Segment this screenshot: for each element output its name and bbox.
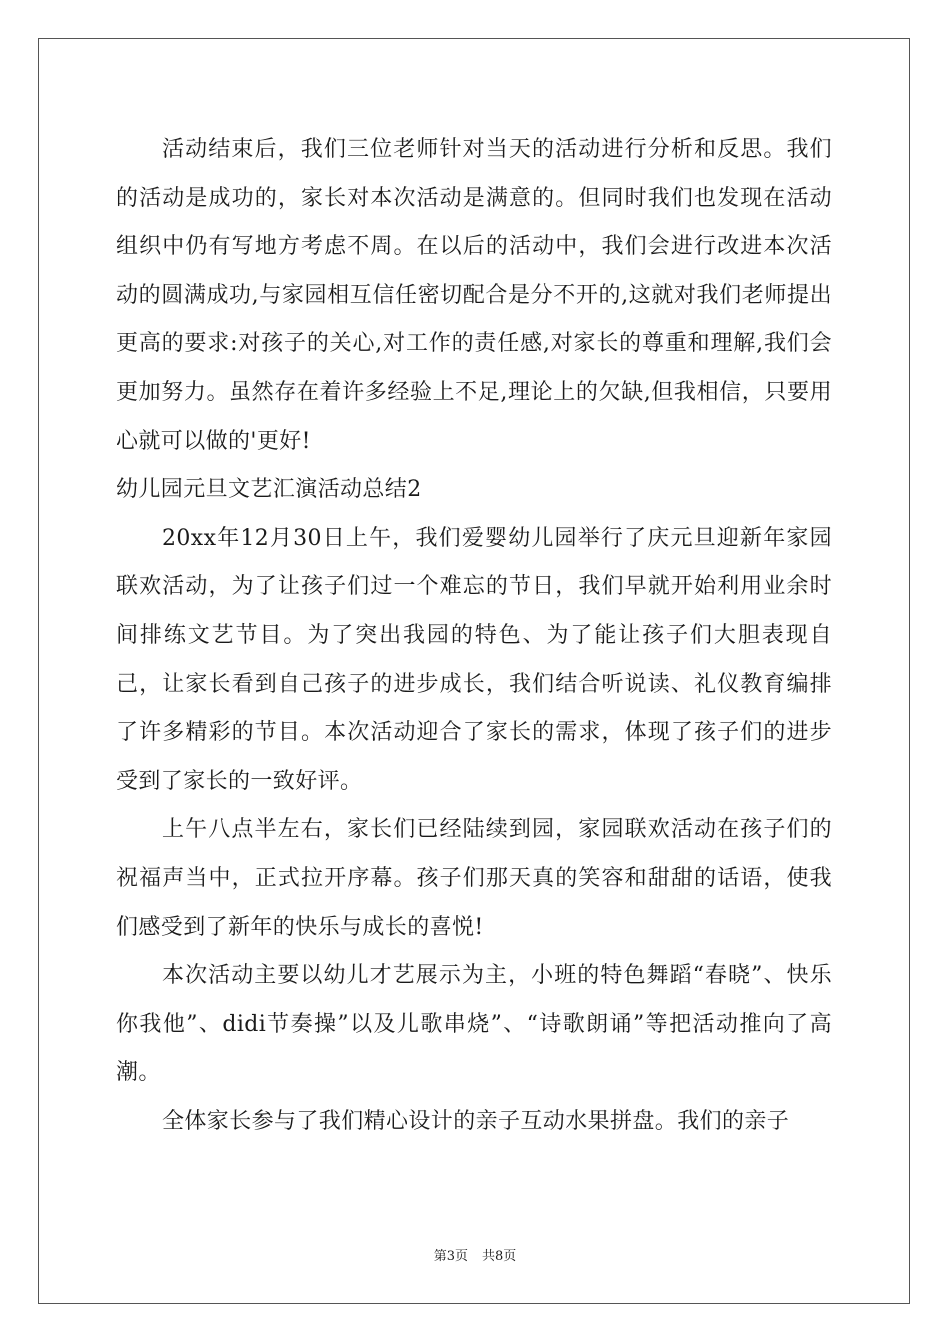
paragraph-event-intro: 20xx年12月30日上午，我们爱婴幼儿园举行了庆元旦迎新年家园联欢活动，为了让孩子们过一个难忘的节日，我们早就开始利用业余时间排练文艺节目。为了突出我园的特色、为了能让孩子们大胆表现自己，让家长看到自己孩子的进步成长，我们结合听说读、礼仪教育编排了许多精彩的节目。本次活动迎合了家长的需求，体现了孩子们的进步受到了家长的一致好评。 [116, 525, 832, 794]
page-footer [0, 1245, 950, 1264]
page-number: 第3页 [433, 1249, 468, 1264]
paragraph-opening: 上午八点半左右，家长们已经陆续到园，家园联欢活动在孩子们的祝福声当中，正式拉开序幕。孩子们那天真的笑容和甜甜的话语，使我们感受到了新年的快乐与成长的喜悦! [116, 817, 832, 940]
section-heading: 幼儿园元旦文艺汇演活动总结2 [116, 477, 422, 503]
paragraph-reflection: 活动结束后，我们三位老师针对当天的活动进行分析和反思。我们的活动是成功的，家长对本次活动是满意的。但同时我们也发现在活动组织中仍有写地方考虑不周。在以后的活动中，我们会进行改进本次活动的圆满成功,与家园相互信任密切配合是分不开的,这就对我们老师提出更高的要求:对孩子的关心,对工作的责任感,对家长的尊重和理解,我们会更加努力。虽然存在着许多经验上不足,理论上的欠缺,但我相信，只要用心就可以做的'更好! [116, 137, 832, 454]
paragraph-parent-activity: 全体家长参与了我们精心设计的亲子互动水果拼盘。我们的亲子 [162, 1108, 790, 1134]
page-total: 共8页 [482, 1249, 517, 1264]
document-body [116, 126, 832, 1146]
paragraph-performances: 本次活动主要以幼儿才艺展示为主，小班的特色舞蹈“春晓”、快乐你我他”、didi节奏操”以及儿歌串烧”、“诗歌朗诵”等把活动推向了高潮。 [116, 963, 832, 1086]
